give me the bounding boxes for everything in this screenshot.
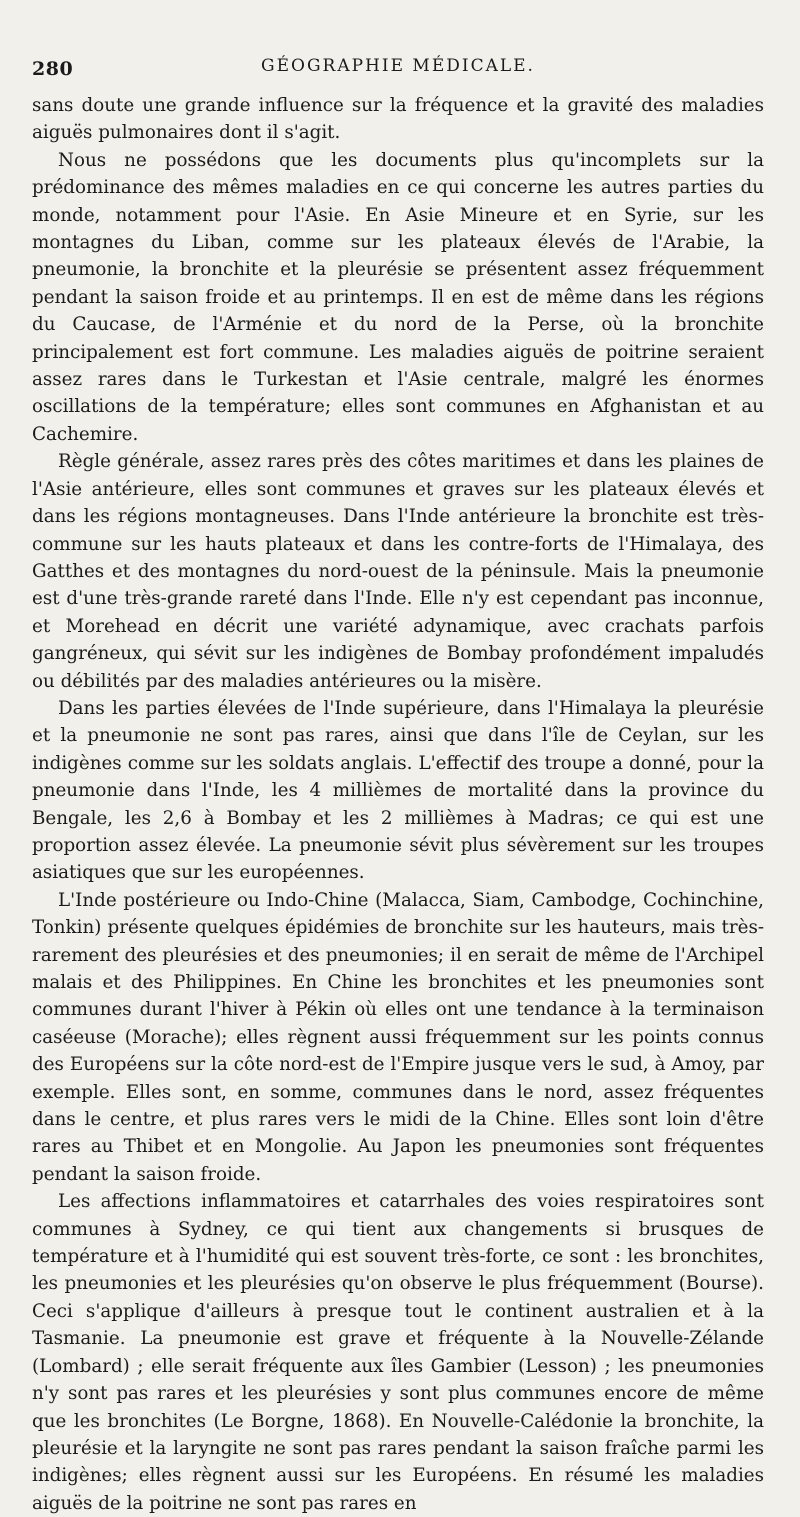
body-text	[32, 92, 764, 1517]
paragraph-asia: Nous ne possédons que les documents plus qu'incomplets sur la prédominance des mêmes maladies en ce qui concerne les autres parties du monde, notamment pour l'Asie. En Asie Mineure et en Syrie, sur les montagnes du Liban, comme sur les plateaux élevés de l'Arabie, la pneumonie, la bronchite et la pleurésie se présentent assez fréquemment pendant la saison froide et au printemps. Il en est de même dans les régions du Caucase, de l'Arménie et du nord de la Perse, où la bronchite principalement est fort commune. Les maladies aiguës de poitrine seraient assez rares dans le Turkestan et l'Asie centrale, malgré les énormes oscillations de la température; elles sont communes en Afghanistan et au Cachemire.	[32, 149, 764, 445]
paragraph-upper-india: Dans les parties élevées de l'Inde supérieure, dans l'Himalaya la pleurésie et la pneumonie ne sont pas rares, ainsi que dans l'île de Ceylan, sur les indigènes comme sur les soldats anglais. L'effectif des troupe a donné, pour la pneumonie dans l'Inde, les 4 millièmes de mortalité dans la province du Bengale, les 2,6 à Bombay et les 2 millièmes à Madras; ce qui est une proportion assez élevée. La pneumonie sévit plus sévèrement sur les troupes asiatiques que sur les européennes.	[32, 697, 764, 884]
paragraph-general-rule: Règle générale, assez rares près des côtes maritimes et dans les plaines de l'Asie antérieure, elles sont communes et graves sur les plateaux élevés et dans les régions montagneuses. Dans l'Inde antérieure la bronchite est très-commune sur les hauts plateaux et dans les contre-forts de l'Himalaya, des Gatthes et des montagnes du nord-ouest de la péninsule. Mais la pneumonie est d'une très-grande rareté dans l'Inde. Elle n'y est cependant pas inconnue, et Morehead en décrit une variété adynamique, avec crachats parfois gangréneux, qui sévit sur les indigènes de Bombay profondément impaludés ou débilités par des maladies antérieures ou la misère.	[32, 451, 764, 692]
page-header	[32, 50, 764, 84]
paragraph-continuation: sans doute une grande influence sur la fréquence et la gravité des maladies aiguës pulmonaires dont il s'agit.	[32, 95, 764, 144]
paragraph-oceania: Les affections inflammatoires et catarrhales des voies respiratoires sont communes à Sydney, ce qui tient aux changements si brusques de température et à l'humidité qui est souvent très-forte, ce sont : les bronchites, les pneumonies et les pleurésies qu'on observe le plus fréquemment (Bourse). Ceci s'applique d'ailleurs à presque tout le continent australien et à la Tasmanie. La pneumonie est grave et fréquente à la Nouvelle-Zélande (Lombard) ; elle serait fréquente aux îles Gambier (Lesson) ; les pneumonies n'y sont pas rares et les pleurésies y sont plus communes encore de même que les bronchites (Le Borgne, 1868). En Nouvelle-Calédonie la bronchite, la pleurésie et la laryngite ne sont pas rares pendant la saison fraîche parmi les indigènes; elles règnent aussi sur les Européens. En résumé les maladies aiguës de la poitrine ne sont pas rares en	[32, 1191, 764, 1514]
page-number: 280	[32, 58, 74, 80]
running-title: GÉOGRAPHIE MÉDICALE.	[261, 56, 535, 76]
paragraph-indochina: L'Inde postérieure ou Indo-Chine (Malacca, Siam, Cambodge, Cochinchine, Tonkin) présente quelques épidémies de bronchite sur les hauteurs, mais très-rarement des pleurésies et des pneumonies; il en serait de même de l'Archipel malais et des Philippines. En Chine les bronchites et les pneumonies sont communes durant l'hiver à Pékin où elles ont une tendance à la terminaison caséeuse (Morache); elles règnent aussi fréquemment sur les points connus des Européens sur la côte nord-est de l'Empire jusque vers le sud, à Amoy, par exemple. Elles sont, en somme, communes dans le nord, assez fréquentes dans le centre, et plus rares vers le midi de la Chine. Elles sont loin d'être rares au Thibet et en Mongolie. Au Japon les pneumonies sont fréquentes pendant la saison froide.	[32, 889, 764, 1185]
